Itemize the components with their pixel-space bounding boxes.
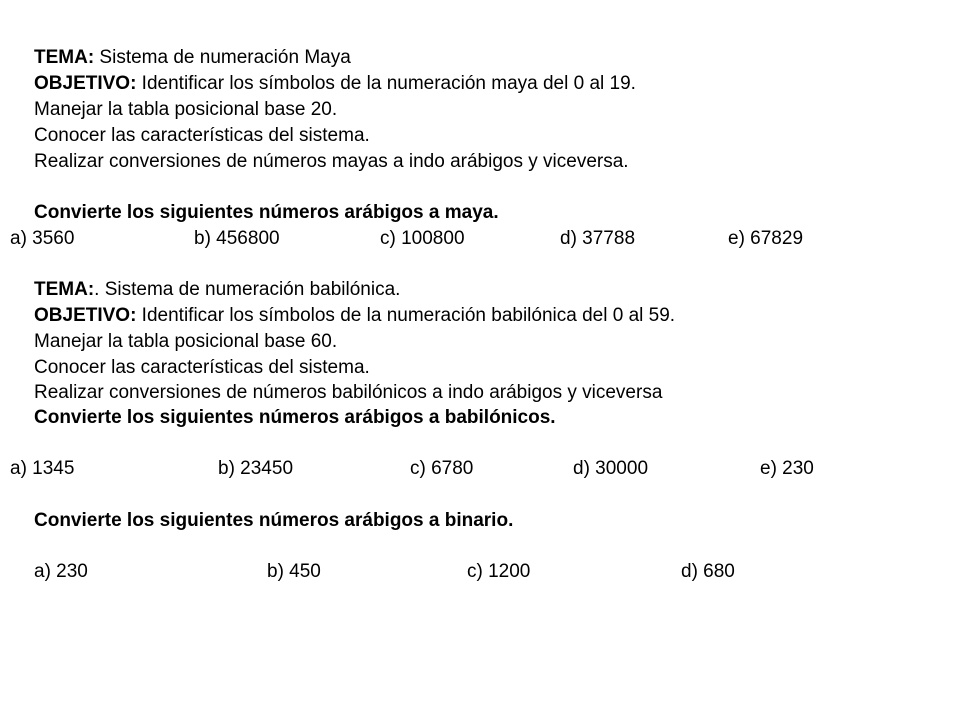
maya-exercise-d: d) 37788 xyxy=(560,228,636,249)
maya-tema-line xyxy=(34,47,351,69)
maya-objetivo-line xyxy=(34,73,636,95)
maya-line-1: Manejar la tabla posicional base 20. xyxy=(34,99,338,120)
babilonica-exercise-title: Convierte los siguientes números arábigos a babilónicos. xyxy=(34,407,556,428)
maya-objetivo-label: OBJETIVO: xyxy=(34,73,137,94)
maya-line-2: Conocer las características del sistema. xyxy=(34,125,370,146)
maya-tema-text: Sistema de numeración Maya xyxy=(94,47,351,68)
maya-exercise-a: a) 3560 xyxy=(10,228,75,249)
maya-objetivo-text: Identificar los símbolos de la numeración maya del 0 al 19. xyxy=(136,73,636,94)
babilonica-line-3: Realizar conversiones de números babilónicos a indo arábigos y viceversa xyxy=(34,382,663,403)
binario-exercise-a: a) 230 xyxy=(34,561,88,582)
babilonica-exercise-d: d) 30000 xyxy=(573,458,649,479)
babilonica-line-2: Conocer las características del sistema. xyxy=(34,357,370,378)
binario-exercise-c: c) 1200 xyxy=(467,561,531,582)
babilonica-exercise-e: e) 230 xyxy=(760,458,814,479)
babilonica-objetivo-text: Identificar los símbolos de la numeración babilónica del 0 al 59. xyxy=(136,305,676,326)
babilonica-objetivo-label: OBJETIVO: xyxy=(34,305,137,326)
maya-tema-label: TEMA: xyxy=(34,47,95,68)
maya-line-3: Realizar conversiones de números mayas a indo arábigos y viceversa. xyxy=(34,151,629,172)
babilonica-line-1: Manejar la tabla posicional base 60. xyxy=(34,331,338,352)
maya-exercise-title: Convierte los siguientes números arábigos a maya. xyxy=(34,202,499,223)
maya-exercise-b: b) 456800 xyxy=(194,228,280,249)
babilonica-exercise-a: a) 1345 xyxy=(10,458,75,479)
binario-exercise-d: d) 680 xyxy=(681,561,735,582)
babilonica-exercise-b: b) 23450 xyxy=(218,458,294,479)
binario-exercise-title: Convierte los siguientes números arábigos a binario. xyxy=(34,510,514,531)
babilonica-tema-line xyxy=(34,279,400,301)
maya-exercise-c: c) 100800 xyxy=(380,228,465,249)
binario-exercise-b: b) 450 xyxy=(267,561,321,582)
babilonica-tema-text: . Sistema de numeración babilónica. xyxy=(94,279,401,300)
babilonica-objetivo-line xyxy=(34,305,675,327)
babilonica-exercise-c: c) 6780 xyxy=(410,458,474,479)
maya-exercise-e: e) 67829 xyxy=(728,228,804,249)
babilonica-tema-label: TEMA: xyxy=(34,279,95,300)
